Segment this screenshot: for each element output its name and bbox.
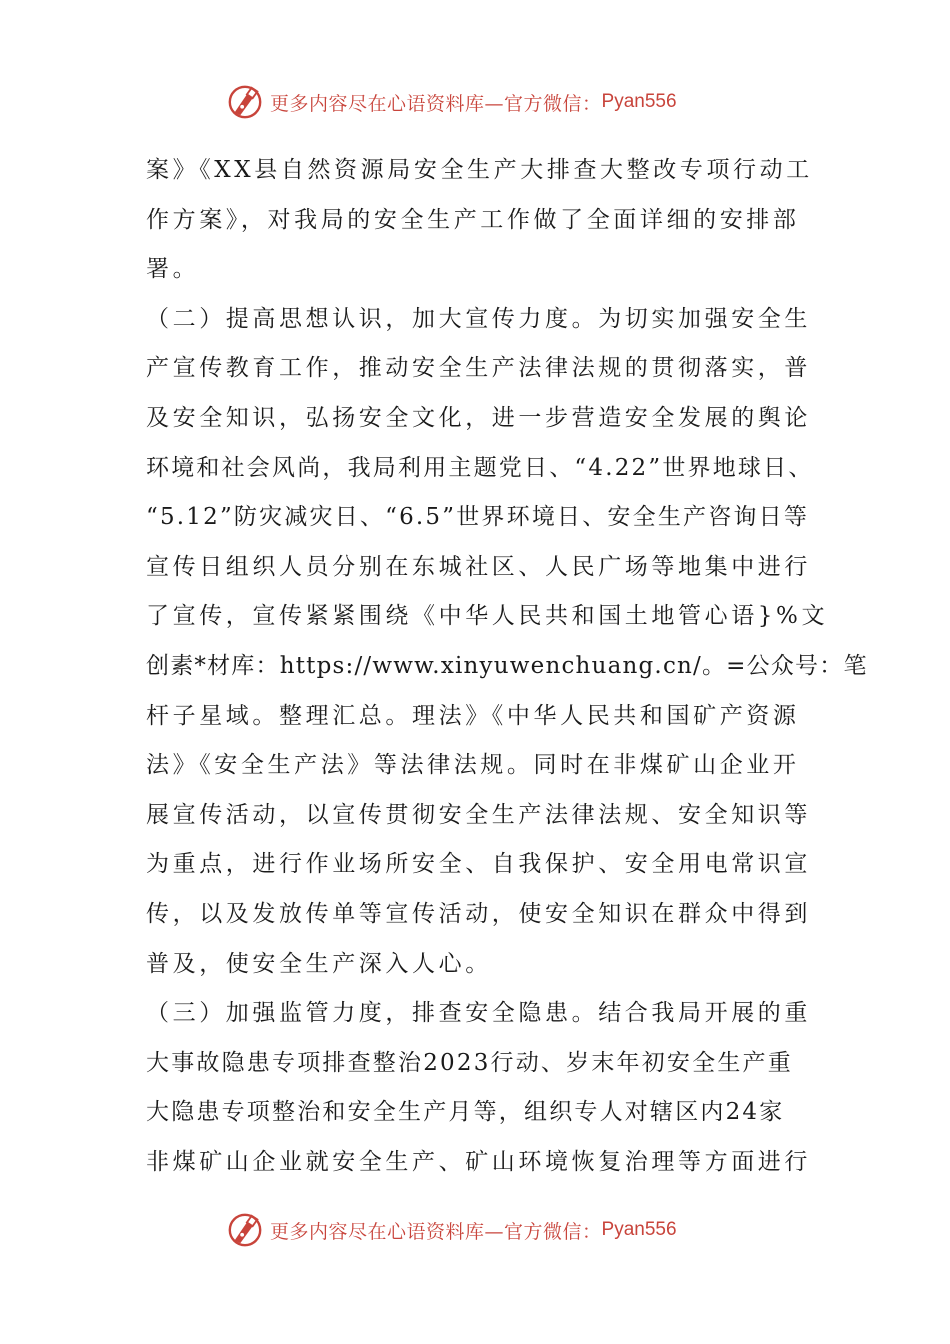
body-line: （二）提高思想认识，加大宣传力度。为切实加强安全生 <box>146 305 811 332</box>
footer-banner-text: 更多内容尽在心语资料库—官方微信： <box>270 1220 602 1243</box>
body-line: 署。 <box>146 256 200 283</box>
body-line: 创素*材库：https://www.xinyuwenchuang.cn/。=公众号：笔 <box>146 652 868 679</box>
body-line: （三）加强监管力度，排查安全隐患。结合我局开展的重 <box>146 1000 811 1027</box>
footer-banner-contact: Pyan556 <box>601 1219 677 1240</box>
body-line: 了宣传，宣传紧紧围绕《中华人民共和国土地管心语}%文 <box>146 603 829 630</box>
body-line: 杆子星域。整理汇总。理法》《中华人民共和国矿产资源 <box>146 702 800 729</box>
body-line: 展宣传活动，以宣传贯彻安全生产法律法规、安全知识等 <box>146 801 811 828</box>
body-line: 为重点，进行作业场所安全、自我保护、安全用电常识宣 <box>146 851 811 878</box>
body-line: 及安全知识，弘扬安全文化，进一步营造安全发展的舆论 <box>146 404 811 431</box>
body-line: 作方案》，对我局的安全生产工作做了全面详细的安排部 <box>146 206 800 233</box>
document-body <box>146 146 868 1187</box>
body-line: 传，以及发放传单等宣传活动，使安全知识在群众中得到 <box>146 900 811 927</box>
body-line: 普及，使安全生产深入人心。 <box>146 950 492 977</box>
body-line: 非煤矿山企业就安全生产、矿山环境恢复治理等方面进行 <box>146 1148 811 1175</box>
body-line: 环境和社会风尚，我局利用主题党日、“4.22”世界地球日、 <box>146 454 814 481</box>
body-line: 产宣传教育工作，推动安全生产法律法规的贯彻落实，普 <box>146 355 811 382</box>
body-line: “5.12”防灾减灾日、“6.5”世界环境日、安全生产咨询日等 <box>146 504 810 531</box>
body-line: 大隐患专项整治和安全生产月等，组织专人对辖区内24家 <box>146 1099 785 1126</box>
header-watermark-banner <box>226 82 746 122</box>
body-line: 大事故隐患专项排查整治2023行动、岁末年初安全生产重 <box>146 1049 793 1076</box>
pen-nib-logo-icon <box>226 83 264 121</box>
body-line: 案》《XX县自然资源局安全生产大排查大整改专项行动工 <box>146 157 813 183</box>
body-line: 宣传日组织人员分别在东城社区、人民广场等地集中进行 <box>146 553 811 580</box>
body-line: 法》《安全生产法》等法律法规。同时在非煤矿山企业开 <box>146 752 800 779</box>
pen-nib-logo-icon <box>226 1211 264 1249</box>
footer-watermark-banner <box>226 1210 746 1250</box>
header-banner-contact: Pyan556 <box>601 91 677 112</box>
header-banner-text: 更多内容尽在心语资料库—官方微信： <box>270 92 602 115</box>
